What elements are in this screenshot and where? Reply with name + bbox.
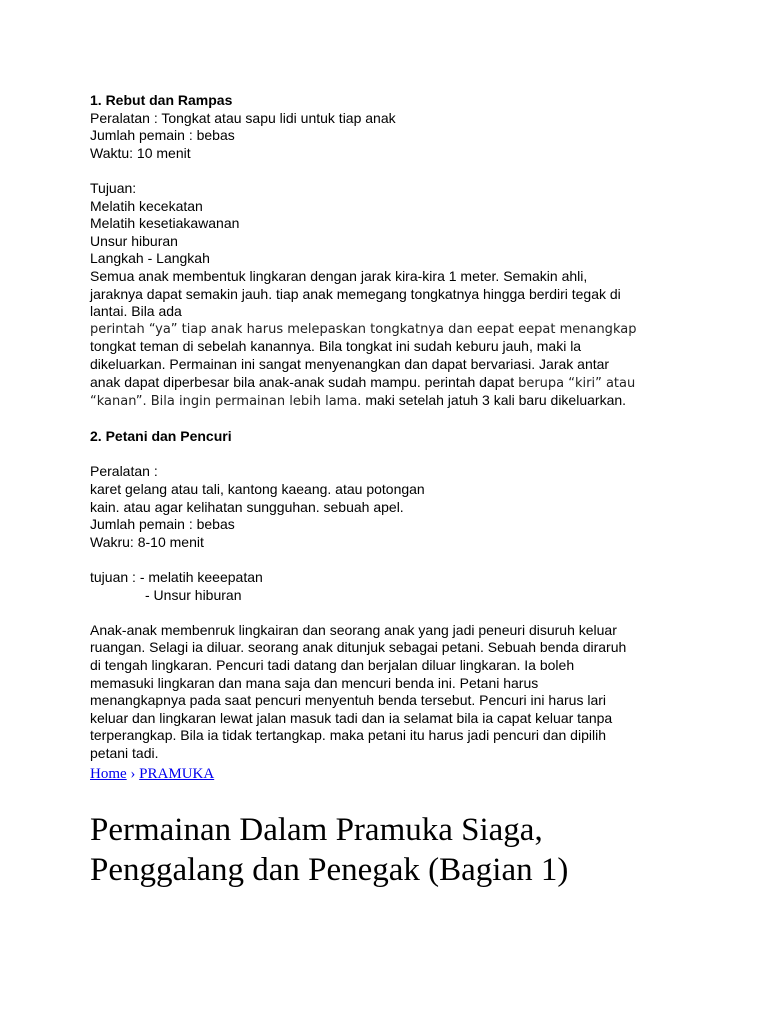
page-title [90,810,690,890]
section1-paragraph-line: jaraknya dapat semakin jauh. tiap anak memegang tongkatnya hingga berdiri tegak di [90,285,621,302]
section2-equipment-line: kain. atau agar kelihatan sungguhan. sebuah apel. [90,498,404,515]
section2-paragraph-line: keluar dan lingkaran lewat jalan masuk tadi dan ia selamat bila ia capat keluar tanpa [90,709,613,726]
breadcrumb-separator: › [130,765,136,782]
section1-players: Jumlah pemain : bebas [90,127,235,144]
page-title-line: Permainan Dalam Pramuka Siaga, [90,811,543,848]
section2-paragraph-line: petani tadi. [90,744,159,761]
section1-goal-item: Melatih kesetiakawanan [90,215,240,232]
section2-equipment-label: Peralatan : [90,463,158,480]
section2-equipment-line: karet gelang atau tali, kantong kaeang. atau potongan [90,481,425,498]
section2-heading: 2. Petani dan Pencuri [90,428,232,445]
section2-paragraph-line: menangkapnya pada saat pencuri menyentuh benda tersebut. Pencuri ini harus lari [90,692,606,709]
section1-paragraph-line: tongkat teman di sebelah kanannya. Bila tongkat ini sudah keburu jauh, maki la [90,338,582,355]
section2-time: Wakru: 8-10 menit [90,533,204,550]
section1-goal-item: Unsur hiburan [90,232,178,249]
section2-paragraph-line: ruangan. Selagi ia diluar. seorang anak ditunjuk sebagai petani. Sebuah benda diraruh [90,639,627,656]
section2-paragraph-line: di tengah lingkaran. Pencuri tadi datang dan berjalan diluar lingkaran. Ia boleh [90,657,575,673]
section2-goal-line: tujuan : - melatih keeepatan [90,569,263,586]
document-body [90,92,690,890]
section1-heading: 1. Rebut dan Rampas [90,92,233,108]
section1-paragraph-line: dikeluarkan. Permainan ini sangat menyenangkan dan dapat bervariasi. Jarak antar [90,355,610,372]
section2-paragraph-line: terperangkap. Bila ia tidak tertangkap. maka petani itu harus jadi pencuri dan dipilih [90,727,606,744]
section1-paragraph-line: anak dapat diperbesar bila anak-anak sudah mampu. perintah dapat berupa “kiri” atau [90,373,636,391]
section1-goals-label: Tujuan: [90,179,137,196]
section1-equipment: Peralatan : Tongkat atau sapu lidi untuk tiap anak [90,109,396,126]
section1-time: Waktu: 10 menit [90,144,191,161]
section1-paragraph-line: “kanan”. Bila ingin permainan lebih lama. maki setelah jatuh 3 kali baru dikeluarkan. [90,392,627,410]
section2-goal-line: - Unsur hiburan [145,586,242,603]
section1-paragraph-line: perintah “ya” tiap anak harus melepaskan tongkatnya dan eepat eepat menangkap [90,321,637,337]
section2-paragraph-line: memasuki lingkaran dan mana saja dan mencuri benda ini. Petani harus [90,674,539,691]
breadcrumb-home-link[interactable]: Home [90,765,127,782]
section2-paragraph-line: Anak-anak membenruk lingkairan dan seorang anak yang jadi peneuri disuruh keluar [90,621,617,638]
section1-paragraph-line: lantai. Bila ada [90,303,182,320]
breadcrumb [90,765,690,783]
page-title-line: Penggalang dan Penegak (Bagian 1) [90,851,569,888]
section1-goal-item: Melatih kecekatan [90,197,203,214]
breadcrumb-category-link[interactable]: PRAMUKA [139,765,215,782]
section2-players: Jumlah pemain : bebas [90,516,235,533]
section1-paragraph-line: Semua anak membentuk lingkaran dengan jarak kira-kira 1 meter. Semakin ahli, [90,267,588,284]
section1-steps-label: Langkah - Langkah [90,250,210,267]
